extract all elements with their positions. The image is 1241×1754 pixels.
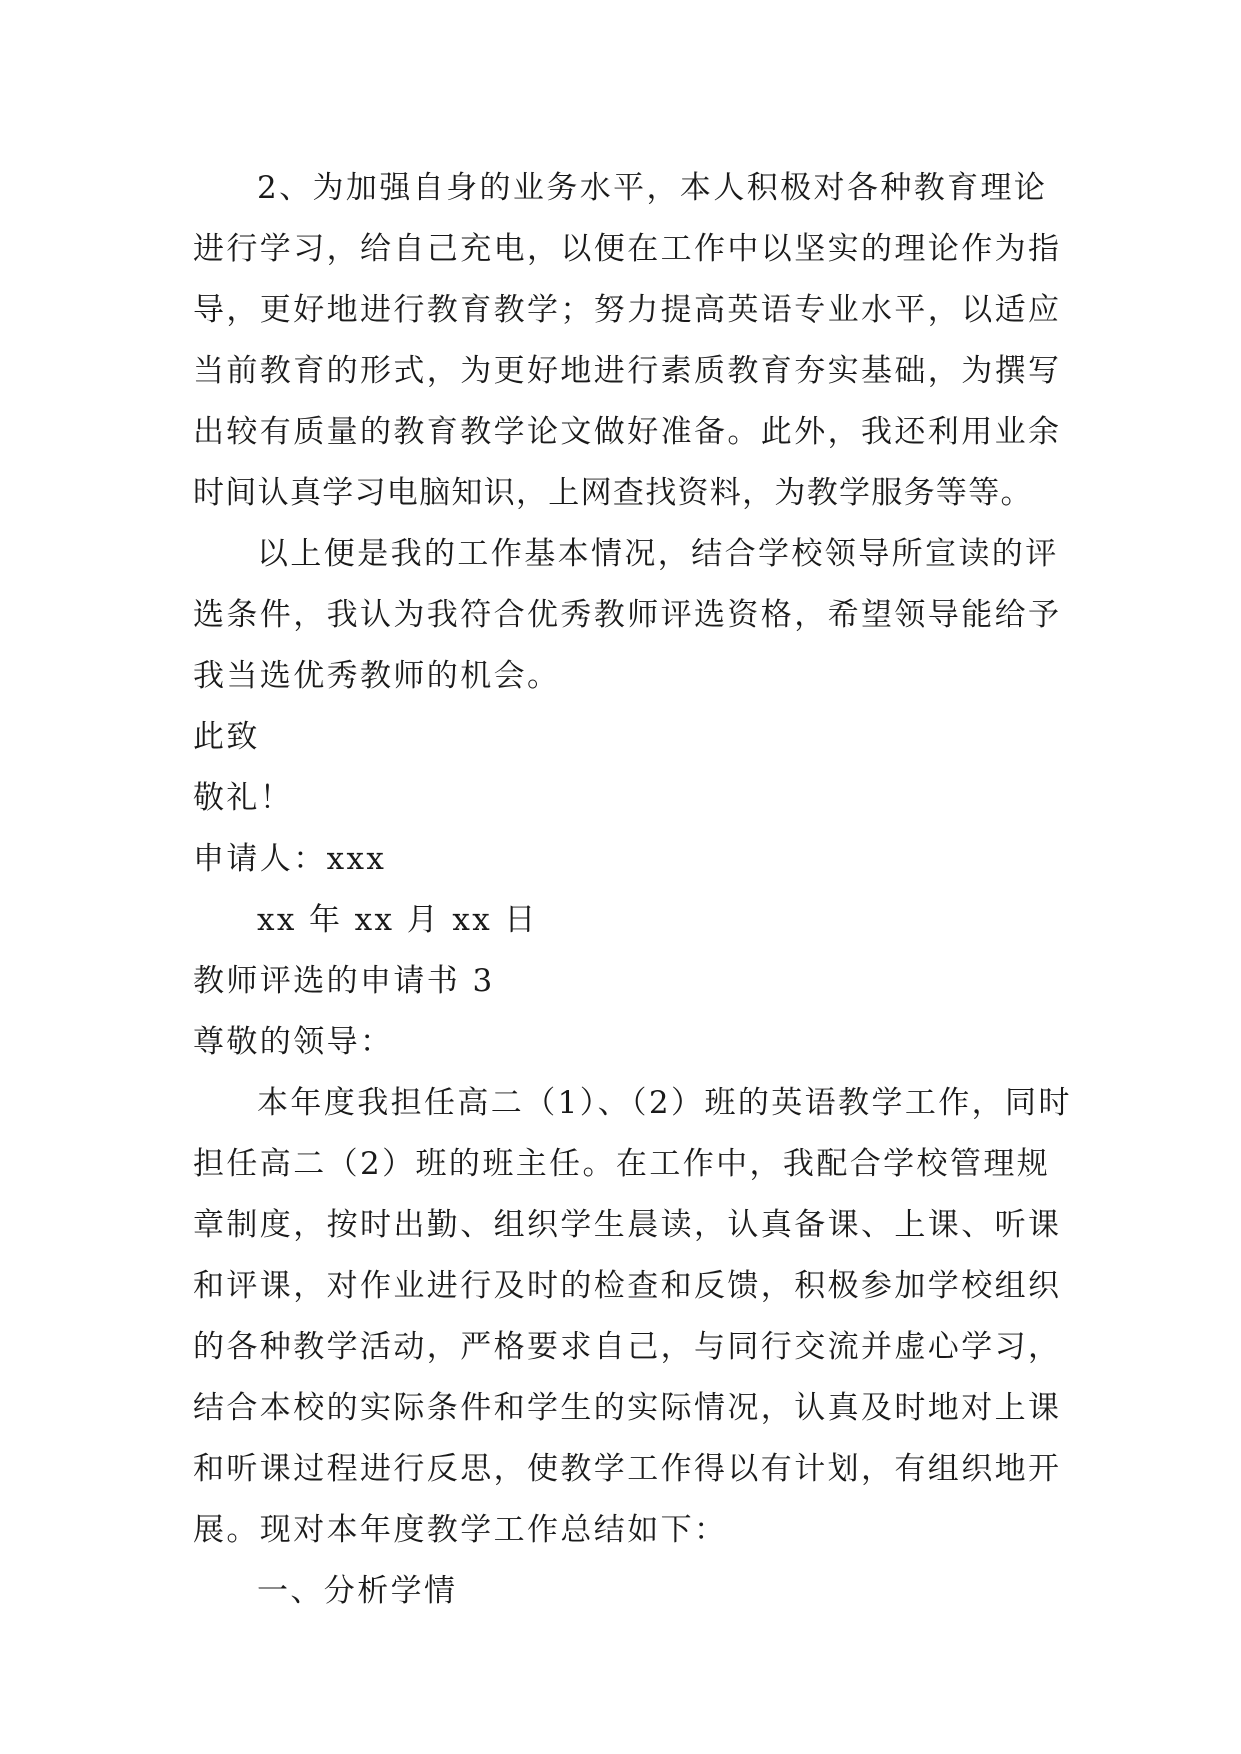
letter-title: 教师评选的申请书 3 <box>193 963 495 999</box>
text-line: 章制度，按时出勤、组织学生晨读，认真备课、上课、听课 <box>193 1207 1062 1243</box>
text-line: 担任高二（2）班的班主任。在工作中，我配合学校管理规 <box>193 1146 1051 1182</box>
paragraph-intro <box>193 1073 1072 1561</box>
letter-date: xx 年 xx 月 xx 日 <box>257 902 538 938</box>
text-line: 以上便是我的工作基本情况，结合学校领导所宣读的评 <box>257 536 1059 572</box>
salutation: 尊敬的领导： <box>193 1024 394 1060</box>
text-line: 2、为加强自身的业务水平，本人积极对各种教育理论 <box>257 170 1048 206</box>
text-line: 的各种教学活动，严格要求自己，与同行交流并虚心学习， <box>193 1329 1062 1365</box>
text-line: 本年度我担任高二（1）、（2）班的英语教学工作，同时 <box>257 1085 1072 1121</box>
text-line: 进行学习，给自己充电，以便在工作中以坚实的理论作为指 <box>193 231 1062 267</box>
applicant-signature: 申请人：xxx <box>193 841 387 877</box>
text-line: 当前教育的形式，为更好地进行素质教育夯实基础，为撰写 <box>193 353 1062 389</box>
text-line: 选条件，我认为我符合优秀教师评选资格，希望领导能给予 <box>193 597 1062 633</box>
text-line: 我当选优秀教师的机会。 <box>193 658 561 694</box>
text-line: 和评课，对作业进行及时的检查和反馈，积极参加学校组织 <box>193 1268 1062 1304</box>
text-line: 时间认真学习电脑知识，上网查找资料，为教学服务等等。 <box>193 475 1033 511</box>
text-line: 出较有质量的教育教学论文做好准备。此外，我还利用业余 <box>193 414 1062 450</box>
text-line: 和听课过程进行反思，使教学工作得以有计划，有组织地开 <box>193 1451 1062 1487</box>
text-line: 结合本校的实际条件和学生的实际情况，认真及时地对上课 <box>193 1390 1062 1426</box>
text-line: 展。现对本年度教学工作总结如下： <box>193 1512 728 1548</box>
document-page <box>193 158 1072 1622</box>
section-heading: 一、分析学情 <box>257 1573 458 1609</box>
closing-line: 此致 <box>193 719 260 755</box>
paragraph-conclusion <box>193 524 1062 707</box>
closing-regards: 敬礼！ <box>193 780 294 816</box>
text-line: 导，更好地进行教育教学；努力提高英语专业水平，以适应 <box>193 292 1062 328</box>
paragraph-study <box>193 158 1062 524</box>
